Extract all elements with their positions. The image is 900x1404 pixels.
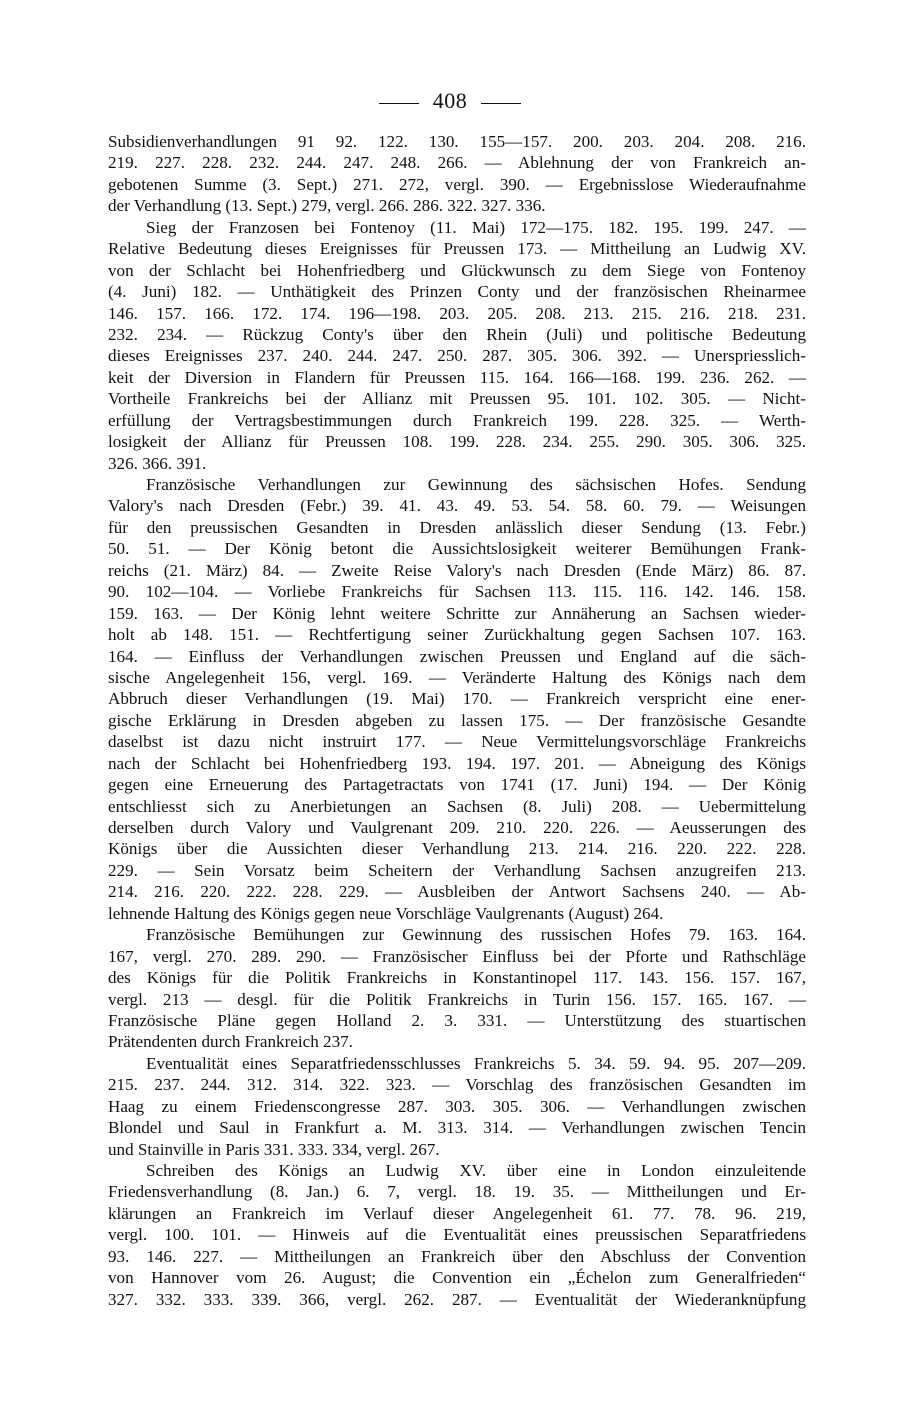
text-line: (4. Juni) 182. — Unthätigkeit des Prinzen Conty und der französischen Rheinarmee [108,282,806,302]
text-line: 326. 366. 391. [108,453,207,473]
text-line: gische Erklärung in Dresden abgeben zu lassen 175. — Der französische Gesandte [108,710,806,730]
text-line: Prätendenten durch Frankreich 237. [108,1032,353,1052]
header-rule-right [481,103,521,104]
text-line: Friedensverhandlung (8. Jan.) 6. 7, vergl. 18. 19. 35. — Mittheilungen und Er- [108,1182,806,1202]
text-line: reichs (21. März) 84. — Zweite Reise Valory's nach Dresden (Ende März) 86. 87. [108,560,806,580]
text-line: nach der Schlacht bei Hohenfriedberg 193. 194. 197. 201. — Abneigung des Königs [108,753,806,773]
page-header [0,86,900,116]
text-line: 214. 216. 220. 222. 228. 229. — Ausbleiben der Antwort Sachsens 240. — Ab- [108,882,806,902]
text-line: des Königs für die Politik Frankreichs in Konstantinopel 117. 143. 156. 157. 167, [108,968,806,988]
text-line: Französische Verhandlungen zur Gewinnung des sächsischen Hofes. Sendung [146,475,806,494]
header-rule-left [379,103,419,104]
text-line: dieses Ereignisses 237. 240. 244. 247. 250. 287. 305. 306. 392. — Unerspriesslich- [108,346,806,366]
text-line: Haag zu einem Friedenscongresse 287. 303. 305. 306. — Verhandlungen zwischen [108,1096,806,1116]
text-line: 215. 237. 244. 312. 314. 322. 323. — Vorschlag des französischen Gesandten im [108,1075,806,1095]
text-line: 219. 227. 228. 232. 244. 247. 248. 266. — Ablehnung der von Frankreich an- [108,153,806,173]
text-line: 229. — Sein Vorsatz beim Scheitern der Verhandlung Sachsen anzugreifen 213. [108,860,806,880]
text-line: 93. 146. 227. — Mittheilungen an Frankreich über den Abschluss der Convention [108,1246,806,1266]
text-line: Relative Bedeutung dieses Ereignisses für Preussen 173. — Mittheilung an Ludwig XV. [108,239,806,259]
page-number: 408 [432,88,468,113]
text-line: 146. 157. 166. 172. 174. 196—198. 203. 205. 208. 213. 215. 216. 218. 231. [108,303,806,323]
text-line: entschliesst sich zu Anerbietungen an Sachsen (8. Juli) 208. — Uebermittelung [108,796,806,816]
text-line: Sieg der Franzosen bei Fontenoy (11. Mai) 172—175. 182. 195. 199. 247. — [146,217,806,237]
text-line: lehnende Haltung des Königs gegen neue Vorschläge Vaulgrenants (August) 264. [108,903,664,923]
text-line: Blondel und Saul in Frankfurt a. M. 313. 314. — Verhandlungen zwischen Tencin [108,1118,806,1138]
text-line: 232. 234. — Rückzug Conty's über den Rhein (Juli) und politische Bedeutung [108,324,806,344]
text-line: erfüllung der Vertragsbestimmungen durch Frankreich 199. 228. 325. — Werth- [108,410,806,430]
text-line: Vortheile Frankreichs bei der Allianz mit Preussen 95. 101. 102. 305. — Nicht- [108,389,806,409]
text-line: Eventualität eines Separatfriedensschlusses Frankreichs 5. 34. 59. 94. 95. 207—209. [146,1053,806,1073]
text-line: Valory's nach Dresden (Febr.) 39. 41. 43. 49. 53. 54. 58. 60. 79. — Weisungen [108,496,806,516]
text-line: 327. 332. 333. 339. 366, vergl. 262. 287. — Eventualität der Wiederanknüpfung [108,1289,806,1309]
text-line: Subsidienverhandlungen 91 92. 122. 130. 155—157. 200. 203. 204. 208. 216. [108,132,806,151]
text-line: von Hannover vom 26. August; die Convention ein „Échelon zum Generalfrieden“ [108,1268,806,1288]
text-line: Schreiben des Königs an Ludwig XV. über eine in London einzuleitende [146,1161,806,1180]
text-line: keit der Diversion in Flandern für Preussen 115. 164. 166—168. 199. 236. 262. — [108,367,806,387]
text-line: gegen eine Erneuerung des Partagetractats von 1741 (17. Juni) 194. — Der König [108,775,806,795]
text-line: Königs über die Aussichten dieser Verhandlung 213. 214. 216. 220. 222. 228. [108,839,806,859]
text-line: derselben durch Valory und Vaulgrenant 209. 210. 220. 226. — Aeusserungen des [108,818,806,837]
text-line: von der Schlacht bei Hohenfriedberg und Glückwunsch zu dem Siege von Fontenoy [108,260,806,280]
text-line: daselbst ist dazu nicht instruirt 177. — Neue Vermittelungsvorschläge Frankreichs [108,732,806,752]
text-line: 167, vergl. 270. 289. 290. — Französischer Einfluss bei der Pforte und Rathschläge [108,946,806,966]
text-line: der Verhandlung (13. Sept.) 279, vergl. 266. 286. 322. 327. 336. [108,196,546,216]
text-line: 159. 163. — Der König lehnt weitere Schritte zur Annäherung an Sachsen wieder- [108,603,806,623]
text-line: 50. 51. — Der König betont die Aussichtslosigkeit weiterer Bemühungen Frank- [108,539,806,559]
text-line: Französische Pläne gegen Holland 2. 3. 331. — Unterstützung des stuartischen [108,1010,806,1030]
text-line: klärungen an Frankreich im Verlauf dieser Angelegenheit 61. 77. 78. 96. 219, [108,1203,806,1223]
text-line: gebotenen Summe (3. Sept.) 271. 272, vergl. 390. — Ergebnisslose Wiederaufnahme [108,174,806,194]
text-line: vergl. 100. 101. — Hinweis auf die Eventualität eines preussischen Separatfriedens [108,1225,806,1245]
text-line: vergl. 213 — desgl. für die Politik Frankreichs in Turin 156. 157. 165. 167. — [108,989,806,1009]
text-line: losigkeit der Allianz für Preussen 108. 199. 228. 234. 255. 290. 305. 306. 325. [108,432,806,452]
text-line: Französische Bemühungen zur Gewinnung des russischen Hofes 79. 163. 164. [146,925,806,945]
index-text-block [108,131,806,1310]
text-line: für den preussischen Gesandten in Dresden anlässlich dieser Sendung (13. Febr.) [108,517,806,537]
text-line: sische Angelegenheit 156, vergl. 169. — Veränderte Haltung des Königs nach dem [108,667,806,687]
text-line: holt ab 148. 151. — Rechtfertigung seiner Zurückhaltung gegen Sachsen 107. 163. [108,625,806,645]
text-line: und Stainville in Paris 331. 333. 334, vergl. 267. [108,1139,440,1159]
text-line: 164. — Einfluss der Verhandlungen zwischen Preussen und England auf die säch- [108,646,806,666]
text-line: Abbruch dieser Verhandlungen (19. Mai) 170. — Frankreich verspricht eine ener- [108,689,806,709]
text-line: 90. 102—104. — Vorliebe Frankreichs für Sachsen 113. 115. 116. 142. 146. 158. [108,582,806,602]
